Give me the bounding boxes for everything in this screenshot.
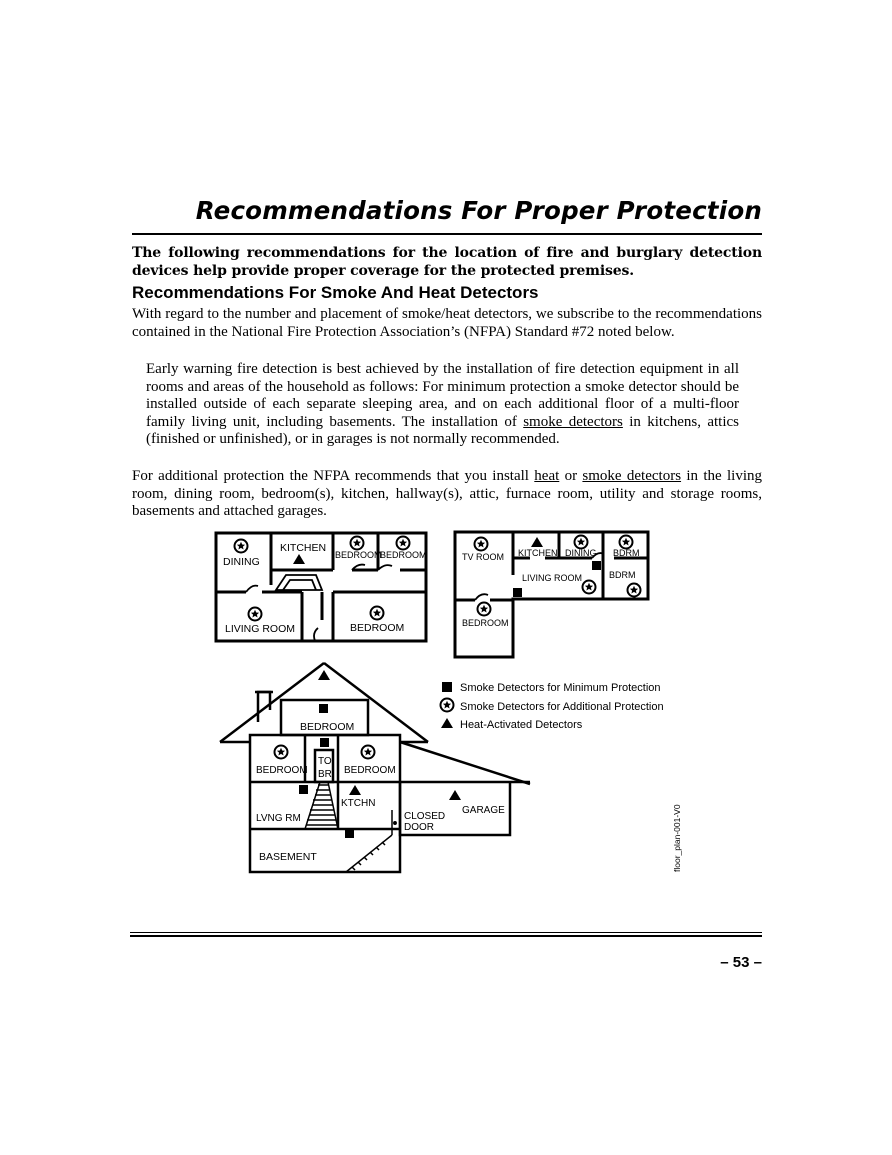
smoke-additional-right-bedroom — [362, 746, 375, 759]
para3-text-start: For additional protection the NFPA recommends that you install — [132, 468, 535, 484]
label-closed: CLOSED — [404, 811, 446, 822]
page-title: Recommendations For Proper Protection — [195, 196, 762, 225]
smoke-minimum-bedroom-plan2 — [513, 588, 522, 597]
smoke-additional-bdrm-2 — [628, 584, 641, 597]
smoke-additional-bedroom-3 — [371, 607, 384, 620]
heat-detector-kitchen-plan1 — [293, 554, 305, 564]
label-bedroom-c: BEDROOM — [350, 622, 405, 634]
smoke-minimum-basement — [345, 829, 354, 838]
label-living-room: LIVING ROOM — [225, 623, 296, 635]
legend-additional: Smoke Detectors for Additional Protection — [460, 701, 664, 713]
smoke-additional-bedroom-plan2 — [478, 603, 491, 616]
intro-paragraph: The following recommendations for the location of fire and burglary detection devices help provide proper coverage for the protected premises. — [132, 245, 762, 279]
heat-underlined: heat — [534, 468, 560, 484]
legend-triangle-icon — [441, 718, 453, 728]
smoke-minimum-living — [299, 785, 308, 794]
label-basement: BASEMENT — [259, 851, 317, 863]
label-ktchn: KTCHN — [341, 798, 376, 809]
heat-detector-attic — [318, 670, 330, 680]
label-dining: DINING — [223, 556, 260, 568]
label-lvng-rm: LVNG RM — [256, 813, 301, 824]
label-bedroom-plan2: BEDROOM — [462, 618, 509, 628]
label-bedroom-left: BEDROOM — [256, 765, 308, 776]
page-number: – 53 – — [720, 954, 762, 971]
nfpa-paragraph: With regard to the number and placement of smoke/heat detectors, we subscribe to the recommendations contained in the National Fire Protection Association’s (NFPA) Standard #72 noted below. — [132, 306, 762, 340]
smoke-minimum-attic-bedroom — [319, 704, 328, 713]
heat-detector-kitchen-plan2 — [531, 537, 543, 547]
figure-id: floor_plan-001-V0 — [672, 804, 682, 872]
footer-rule-thick — [130, 935, 762, 937]
smoke-detectors-underlined: smoke detectors — [523, 413, 623, 430]
label-bedroom-attic: BEDROOM — [300, 721, 355, 733]
smoke-additional-living-room — [249, 608, 262, 621]
label-kitchen-plan2: KITCHEN — [518, 548, 558, 558]
label-door: DOOR — [404, 822, 434, 833]
smoke-minimum-upper-hall — [320, 738, 329, 747]
smoke-additional-bedroom-1 — [351, 537, 364, 550]
footer-rule-thin — [130, 932, 762, 933]
smoke-detectors-underlined-2: smoke detectors — [582, 468, 682, 484]
label-to: TO — [318, 756, 332, 767]
quote-text-start: Early warning fire detection is best achieved by the installation of fire detection equipment in all rooms and areas of the household as follows: For minimum protection a smoke detector should be installed outside of each separate sleeping area, and on each additional floor of a multi-floor family living unit, including basements. The installation of — [146, 361, 739, 430]
label-bedroom-a: BEDROOM — [335, 550, 382, 560]
smoke-minimum-hall-plan2 — [592, 561, 601, 570]
smoke-additional-left-bedroom — [275, 746, 288, 759]
legend — [441, 682, 664, 731]
legend-star-icon — [441, 699, 454, 712]
label-bdrm-b: BDRM — [609, 570, 636, 580]
smoke-additional-dining-plan2 — [575, 536, 588, 549]
label-br: BR — [318, 769, 332, 780]
smoke-additional-bdrm-1 — [620, 536, 633, 549]
label-living-room-plan2: LIVING ROOM — [522, 573, 583, 583]
smoke-additional-living-room-plan2 — [583, 581, 596, 594]
label-bedroom-b: BEDROOM — [380, 550, 427, 560]
smoke-additional-bedroom-2 — [397, 537, 410, 550]
label-tv-room: TV ROOM — [462, 552, 504, 562]
para3-or: or — [559, 468, 583, 484]
label-kitchen: KITCHEN — [280, 542, 327, 554]
legend-heat: Heat-Activated Detectors — [460, 719, 583, 731]
label-bedroom-right: BEDROOM — [344, 765, 396, 776]
legend-square-icon — [442, 682, 452, 692]
smoke-additional-tv-room — [475, 538, 488, 551]
section-heading: Recommendations For Smoke And Heat Detectors — [132, 283, 539, 302]
label-garage: GARAGE — [462, 805, 505, 816]
quote-text-end: in kitchens, attics (finished or unfinished), or in garages is not normally recommended. — [146, 413, 740, 447]
label-bdrm-a: BDRM — [613, 548, 640, 558]
smoke-additional-dining — [235, 540, 248, 553]
heat-detector-kitchen-house — [349, 785, 361, 795]
para3-text-end: in the living room, dining room, bedroom(s), kitchen, hallway(s), attic, furnace room, utility and storage rooms, basements and attached garages. — [132, 468, 763, 519]
heat-detector-garage — [449, 790, 461, 800]
legend-minimum: Smoke Detectors for Minimum Protection — [460, 682, 661, 694]
label-dining-plan2: DINING — [565, 548, 597, 558]
